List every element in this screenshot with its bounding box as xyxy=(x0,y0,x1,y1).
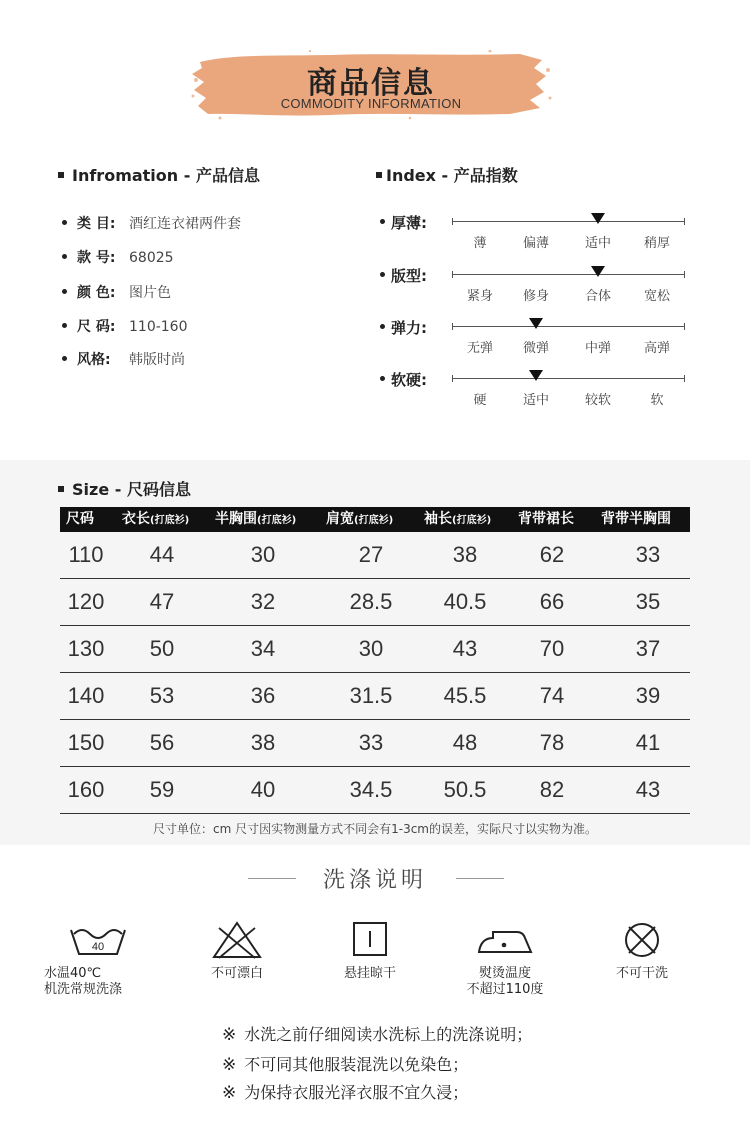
table-cell: 27 xyxy=(358,542,384,567)
table-cell: 47 xyxy=(149,589,175,614)
table-cell: 31.5 xyxy=(349,683,393,708)
table-row xyxy=(60,532,690,579)
bullet-icon xyxy=(62,254,67,259)
washing-title-row xyxy=(0,863,750,893)
wash-label: 悬挂晾干 xyxy=(343,966,396,981)
size-table-header xyxy=(60,507,690,532)
no-bleach-icon xyxy=(207,920,267,960)
table-cell: 39 xyxy=(635,683,661,708)
scale-option: 高弹 xyxy=(643,341,670,356)
iron-icon xyxy=(473,920,537,960)
wash-item xyxy=(445,920,565,998)
table-cell: 44 xyxy=(149,542,175,567)
scale-option: 较软 xyxy=(584,393,611,408)
size-table xyxy=(60,507,690,814)
selected-marker-icon xyxy=(529,318,543,329)
column-header: 背带裙长 xyxy=(518,511,574,527)
scale-option: 稍厚 xyxy=(643,236,670,251)
table-cell: 66 xyxy=(539,589,565,614)
reference-mark-icon: ※ xyxy=(222,1083,237,1103)
table-cell: 30 xyxy=(358,636,384,661)
index-label: 软硬: xyxy=(380,369,427,390)
info-value: 韩版时尚 xyxy=(129,352,185,368)
table-cell: 53 xyxy=(149,683,175,708)
table-cell: 59 xyxy=(149,777,175,802)
scale-line xyxy=(452,378,685,379)
scale-option: 中弹 xyxy=(584,341,611,356)
info-label: 类 目: xyxy=(77,216,116,232)
table-row xyxy=(60,673,690,720)
info-item xyxy=(62,213,241,233)
table-cell: 74 xyxy=(539,683,565,708)
scale-option: 无弹 xyxy=(466,341,493,356)
hang-dry-icon xyxy=(340,920,400,960)
scale-line xyxy=(452,221,685,222)
bullet-icon xyxy=(380,219,385,224)
info-item xyxy=(62,282,171,302)
scale-option: 适中 xyxy=(522,393,549,408)
reference-mark-icon: ※ xyxy=(222,1055,237,1075)
square-bullet-icon xyxy=(376,172,382,178)
scale-line xyxy=(452,274,685,275)
table-cell: 36 xyxy=(250,683,276,708)
table-cell: 40 xyxy=(250,777,276,802)
table-cell: 120 xyxy=(67,589,105,614)
index-heading: Index - 产品指数 xyxy=(376,163,518,186)
table-cell: 82 xyxy=(539,777,565,802)
table-cell: 45.5 xyxy=(443,683,487,708)
bullet-icon xyxy=(380,324,385,329)
info-value: 酒红连衣裙两件套 xyxy=(129,216,241,232)
no-dry-clean-icon xyxy=(612,920,672,960)
info-label: 款 号: xyxy=(77,250,116,266)
table-cell: 110 xyxy=(68,542,104,567)
wash-label: 不可干洗 xyxy=(615,966,668,981)
table-cell: 34 xyxy=(250,636,276,661)
bullet-icon xyxy=(62,289,67,294)
scale-option: 紧身 xyxy=(466,289,493,304)
index-scale xyxy=(380,369,690,409)
info-heading: Infromation - 产品信息 xyxy=(58,163,260,186)
index-label: 厚薄: xyxy=(380,212,427,233)
wash-label: 不可漂白 xyxy=(210,966,263,981)
info-value: 图片色 xyxy=(129,285,171,301)
column-header: 袖长(打底衫) xyxy=(424,511,492,527)
washing-title: 洗涤说明 xyxy=(322,868,427,893)
table-cell: 37 xyxy=(635,636,661,661)
info-item xyxy=(62,316,188,336)
info-value: 68025 xyxy=(129,250,174,266)
table-cell: 32 xyxy=(250,589,276,614)
wash-40-icon xyxy=(68,920,128,960)
info-item xyxy=(62,247,174,267)
column-header: 尺码 xyxy=(66,511,94,527)
column-header: 肩宽(打底衫) xyxy=(326,511,394,527)
index-scale xyxy=(380,265,690,305)
scale-option: 修身 xyxy=(522,289,549,304)
table-cell: 33 xyxy=(635,542,661,567)
divider xyxy=(456,878,504,879)
info-label: 风格: xyxy=(77,352,111,368)
bullet-icon xyxy=(380,376,385,381)
reference-mark-icon: ※ xyxy=(222,1025,237,1045)
table-cell: 160 xyxy=(67,777,105,802)
table-cell: 140 xyxy=(67,683,105,708)
selected-marker-icon xyxy=(529,370,543,381)
table-cell: 62 xyxy=(539,542,565,567)
scale-option: 硬 xyxy=(473,393,487,408)
table-cell: 78 xyxy=(539,730,565,755)
index-scale xyxy=(380,212,690,252)
wash-note: ※ 为保持衣服光泽衣服不宜久浸； xyxy=(222,1083,469,1103)
header-banner xyxy=(190,50,552,120)
bullet-icon xyxy=(62,323,67,328)
scale-option: 薄 xyxy=(473,236,487,251)
scale-option: 软 xyxy=(650,393,664,408)
wash-note: ※ 水洗之前仔细阅读水洗标上的洗涤说明； xyxy=(222,1025,533,1045)
table-cell: 50.5 xyxy=(443,777,487,802)
index-label: 版型: xyxy=(380,265,427,286)
scale-option: 宽松 xyxy=(643,289,670,304)
info-item xyxy=(62,349,185,369)
info-value: 110-160 xyxy=(129,319,188,335)
table-cell: 33 xyxy=(358,730,384,755)
info-label: 颜 色: xyxy=(77,285,116,301)
table-row xyxy=(60,579,690,626)
scale-option: 适中 xyxy=(584,236,611,251)
index-label: 弹力: xyxy=(380,317,427,338)
tub-temperature-label: 40 xyxy=(91,941,105,953)
size-heading: Size - 尺码信息 xyxy=(58,477,191,500)
table-cell: 38 xyxy=(250,730,276,755)
selected-marker-icon xyxy=(591,213,605,224)
bullet-icon xyxy=(62,356,67,361)
wash-item xyxy=(310,920,430,982)
scale-option: 微弹 xyxy=(522,341,549,356)
wash-note: ※ 不可同其他服装混洗以免染色； xyxy=(222,1055,469,1075)
size-table-body xyxy=(60,532,690,814)
page-subtitle: COMMODITY INFORMATION xyxy=(280,96,462,111)
table-row xyxy=(60,626,690,673)
scale-option: 合体 xyxy=(584,289,611,304)
square-bullet-icon xyxy=(58,486,64,492)
size-note: 尺寸单位：cm 尺寸因实物测量方式不同会有1-3cm的误差，实际尺寸以实物为准。 xyxy=(153,822,597,836)
table-cell: 43 xyxy=(452,636,478,661)
wash-label: 水温40℃ 机洗常规洗涤 xyxy=(44,966,123,997)
scale-line xyxy=(452,326,685,327)
column-header: 半胸围(打底衫) xyxy=(215,511,297,527)
wash-item xyxy=(582,920,702,982)
index-scale xyxy=(380,317,690,357)
table-cell: 48 xyxy=(452,730,478,755)
page-title: 商品信息 xyxy=(307,66,435,101)
table-cell: 30 xyxy=(250,542,276,567)
table-cell: 34.5 xyxy=(349,777,393,802)
bullet-icon xyxy=(380,272,385,277)
table-cell: 40.5 xyxy=(443,589,487,614)
table-cell: 35 xyxy=(635,589,661,614)
bullet-icon xyxy=(62,220,67,225)
selected-marker-icon xyxy=(591,266,605,277)
table-row xyxy=(60,720,690,767)
table-cell: 70 xyxy=(539,636,565,661)
scale-option: 偏薄 xyxy=(522,236,549,251)
table-cell: 38 xyxy=(452,542,478,567)
table-cell: 150 xyxy=(67,730,105,755)
info-label: 尺 码: xyxy=(77,319,116,335)
wash-item xyxy=(177,920,297,982)
wash-label: 熨烫温度 不超过110度 xyxy=(466,966,544,997)
table-row xyxy=(60,767,690,814)
table-cell: 50 xyxy=(149,636,175,661)
table-cell: 56 xyxy=(149,730,175,755)
table-cell: 28.5 xyxy=(349,589,393,614)
table-cell: 41 xyxy=(635,730,661,755)
wash-item xyxy=(38,920,158,998)
table-cell: 130 xyxy=(67,636,105,661)
column-header: 衣长(打底衫) xyxy=(122,511,190,527)
square-bullet-icon xyxy=(58,172,64,178)
column-header: 背带半胸围 xyxy=(601,511,671,527)
table-cell: 43 xyxy=(635,777,661,802)
